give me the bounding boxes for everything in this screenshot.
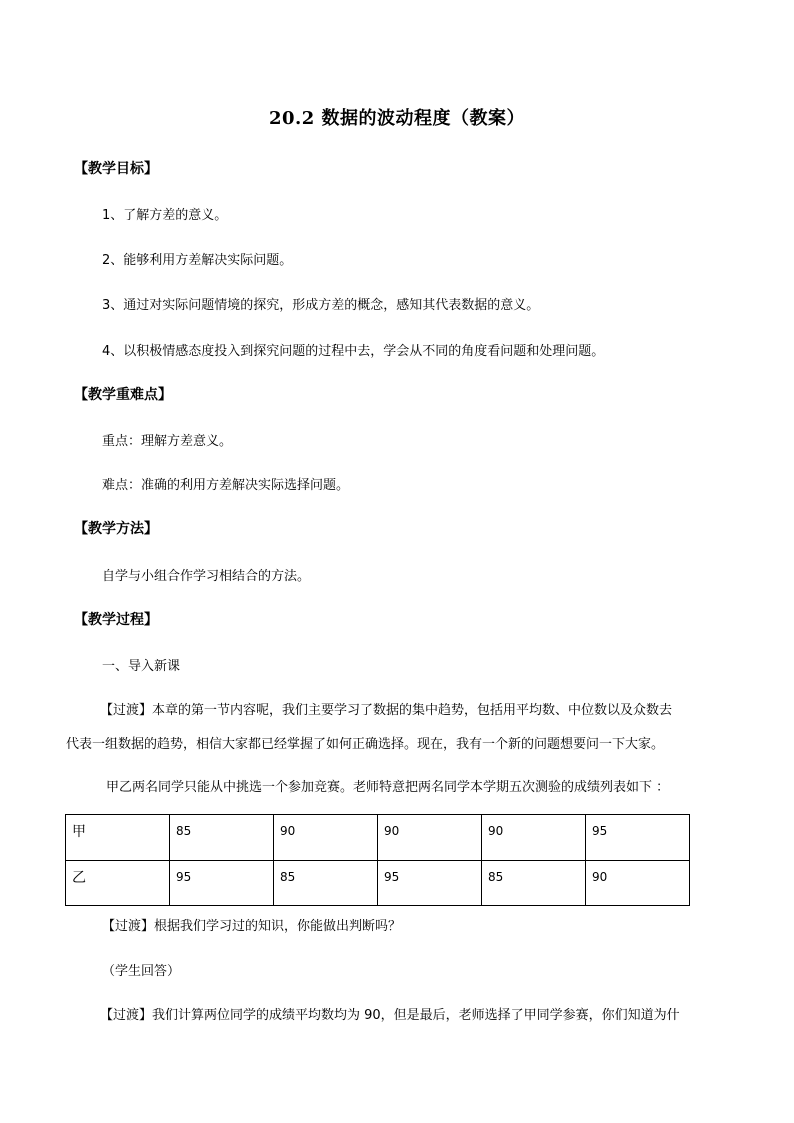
paragraph-transition-1-line-1: 【过渡】本章的第一节内容呢，我们主要学习了数据的集中趋势，包括用平均数、中位数以及众数去 (100, 703, 673, 718)
paragraph-table-intro: 甲乙两名同学只能从中挑选一个参加竞赛。老师特意把两名同学本学期五次测验的成绩列表如下 ： (106, 780, 670, 795)
table-row (66, 860, 690, 906)
table-row-label: 甲 (66, 815, 170, 861)
difficulty-text: 难点：准确的利用方差解决实际选择问题。 (102, 478, 350, 493)
table-cell: 95 (170, 860, 274, 906)
paragraph-transition-2: 【过渡】根据我们学习过的知识，你能做出判断吗？ (102, 919, 402, 934)
scores-table (65, 814, 690, 906)
table-cell: 90 (482, 815, 586, 861)
section-heading-method: 【教学方法】 (74, 521, 158, 537)
goal-item-4: 4、以积极情感态度投入到探究问题的过程中去，学会从不同的角度看问题和处理问题。 (102, 344, 605, 359)
table-cell: 85 (274, 860, 378, 906)
table-cell: 85 (170, 815, 274, 861)
paragraph-student-answer: （学生回答） (102, 964, 181, 979)
section-heading-process: 【教学过程】 (74, 612, 158, 628)
goal-item-3: 3、通过对实际问题情境的探究，形成方差的概念，感知其代表数据的意义。 (102, 298, 540, 313)
paragraph-transition-1-line-2: 代表一组数据的趋势，相信大家都已经掌握了如何正确选择。现在，我有一个新的问题想要问一下大家。 (66, 737, 665, 752)
table-cell: 95 (378, 860, 482, 906)
table-cell: 90 (378, 815, 482, 861)
method-text: 自学与小组合作学习相结合的方法。 (102, 569, 311, 584)
table-cell: 85 (482, 860, 586, 906)
table-cell: 90 (274, 815, 378, 861)
step-heading-1: 一、导入新课 (102, 659, 181, 674)
table-cell: 90 (586, 860, 690, 906)
goal-item-2: 2、能够利用方差解决实际问题。 (102, 253, 293, 268)
document-title: 20.2 数据的波动程度（教案） (268, 108, 526, 129)
paragraph-transition-3: 【过渡】我们计算两位同学的成绩平均数均为 90，但是最后，老师选择了甲同学参赛，你们知道为什 (100, 1008, 680, 1023)
section-heading-goals: 【教学目标】 (74, 161, 158, 177)
keypoint-text: 重点：理解方差意义。 (102, 434, 233, 449)
table-cell: 95 (586, 815, 690, 861)
table-row-label: 乙 (66, 860, 170, 906)
table-row (66, 815, 690, 861)
goal-item-1: 1、了解方差的意义。 (102, 208, 228, 223)
section-heading-keypoints: 【教学重难点】 (74, 387, 172, 403)
